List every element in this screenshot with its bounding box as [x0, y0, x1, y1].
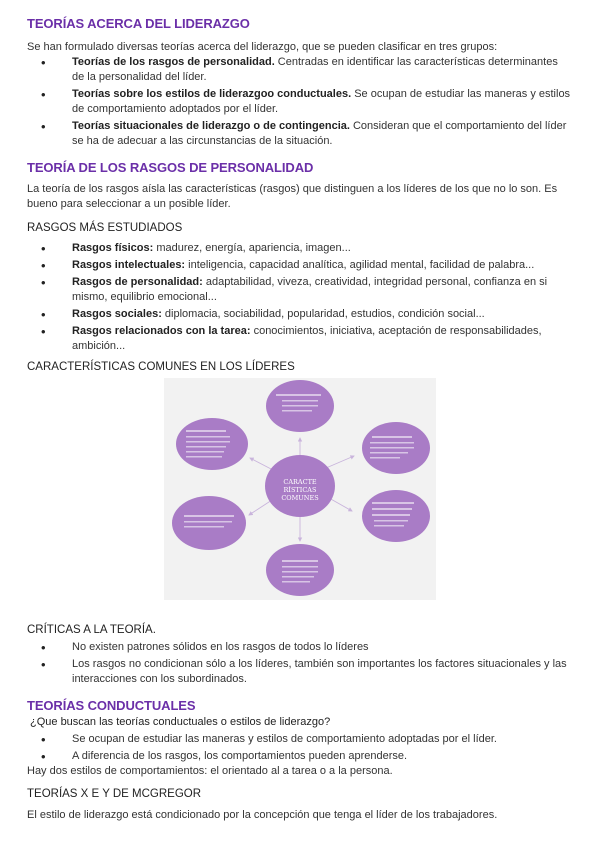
- illegible-text-line: [370, 447, 414, 449]
- section-title-teorias: TEORÍAS ACERCA DEL LIDERAZGO: [27, 16, 250, 31]
- list-item-text: adaptabilidad, viveza, creatividad, integridad personal, confianza en si mismo, equilibrio emocional...: [72, 276, 548, 303]
- list-item: • No existen patrones sólidos en los rasgos de todos lo líderes: [27, 640, 572, 655]
- illegible-text-line: [370, 442, 414, 444]
- question-text: ¿Que buscan las teorías conductuales o estilos de liderazgo?: [30, 716, 331, 728]
- list-item-text: Centradas en identificar las características determinantes de la personalidad del líder.: [72, 56, 558, 83]
- list-item: • Se ocupan de estudiar las maneras y estilos de comportamiento adoptadas por el líder.: [27, 732, 572, 747]
- illegible-text-line: [184, 515, 234, 517]
- mcgregor-paragraph: El estilo de liderazgo está condicionado por la concepción que tenga el líder de los trabajadores.: [27, 809, 498, 821]
- section-title-mcgregor: TEORÍAS X E Y DE MCGREGOR: [27, 788, 202, 800]
- illegible-text-line: [282, 410, 312, 412]
- illegible-text-line: [184, 521, 232, 523]
- illegible-text-line: [282, 405, 318, 407]
- illegible-text-line: [282, 571, 318, 573]
- center-label: CARACTE RÍSTICAS COMUNES: [281, 478, 319, 502]
- list-item: [27, 55, 572, 85]
- illegible-text-line: [370, 452, 408, 454]
- illegible-text-line: [276, 394, 321, 396]
- illegible-text-line: [282, 576, 314, 578]
- illegible-text-line: [282, 566, 318, 568]
- list-item: • A diferencia de los rasgos, los comportamientos pueden aprenderse.: [27, 749, 572, 764]
- rasgos-paragraph: La teoría de los rasgos aísla las características (rasgos) que distinguen a los líderes de los que no lo son. Es bueno para seleccionar a un posible líder.: [27, 183, 558, 210]
- list-item: • Los rasgos no condicionan sólo a los líderes, también son importantes los factores situacionales y las interacciones con los subordinados.: [27, 657, 572, 687]
- list-item-bold: Teorías situacionales de liderazgo o de contingencia.: [72, 120, 350, 132]
- illegible-text-line: [186, 451, 224, 453]
- illegible-text-line: [186, 441, 230, 443]
- illegible-text-line: [282, 560, 318, 562]
- list-item: [27, 275, 572, 305]
- list-item-bold: Rasgos físicos:: [72, 242, 154, 254]
- list-item-text: madurez, energía, apariencia, imagen...: [153, 242, 351, 254]
- list-item: [27, 87, 572, 117]
- leader-traits-diagram: [164, 378, 436, 600]
- subheading-rasgos-estudiados: RASGOS MÁS ESTUDIADOS: [27, 222, 183, 234]
- trait-node-lower-left: [172, 496, 246, 550]
- theory-groups-list: [27, 55, 572, 151]
- list-item: [27, 324, 572, 354]
- trait-node-bottom: [266, 544, 334, 596]
- list-item-bold: Teorías sobre los estilos de liderazgoo conductuales.: [72, 88, 352, 100]
- list-item-bold: Rasgos de personalidad:: [72, 276, 203, 288]
- styles-note: Hay dos estilos de comportamientos: el orientado al a tarea o a la persona.: [27, 765, 393, 777]
- list-item-text: conocimientos, iniciativa, aceptación de responsabilidades, ambición...: [72, 325, 542, 352]
- criticas-list: [27, 640, 572, 689]
- illegible-text-line: [372, 508, 412, 510]
- list-item: [27, 258, 572, 273]
- illegible-text-line: [186, 446, 226, 448]
- list-item-text: diplomacia, sociabilidad, popularidad, estudios, condición social...: [161, 308, 485, 320]
- list-item-bold: Rasgos intelectuales:: [72, 259, 186, 271]
- illegible-text-line: [370, 457, 400, 459]
- illegible-text-line: [374, 525, 404, 527]
- list-item-text: Consideran que el comportamiento del líder se ha de adecuar a las circunstancias de la situación.: [72, 120, 567, 147]
- list-item-bold: Rasgos relacionados con la tarea:: [72, 325, 251, 337]
- illegible-text-line: [282, 400, 318, 402]
- illegible-text-line: [372, 436, 412, 438]
- list-item-text: Se ocupan de estudiar las maneras y estilos de comportamiento adoptados por el líder.: [72, 88, 571, 115]
- conductuales-list: [27, 732, 572, 766]
- section-title-criticas: CRÍTICAS A LA TEORÍA.: [27, 624, 156, 636]
- illegible-text-line: [186, 436, 230, 438]
- illegible-text-line: [282, 581, 310, 583]
- illegible-text-line: [186, 430, 226, 432]
- section-title-conductuales: TEORÍAS CONDUCTUALES: [27, 698, 196, 713]
- illegible-text-line: [374, 520, 408, 522]
- list-item-bold: Rasgos sociales:: [72, 308, 162, 320]
- list-item: [27, 241, 572, 256]
- list-item: [27, 307, 572, 322]
- section-title-rasgos: TEORÍA DE LOS RASGOS DE PERSONALIDAD: [27, 160, 314, 175]
- rasgos-list: [27, 241, 572, 356]
- list-item: [27, 119, 572, 149]
- illegible-text-line: [372, 502, 414, 504]
- subheading-caracteristicas: CARACTERÍSTICAS COMUNES EN LOS LÍDERES: [27, 361, 295, 373]
- list-item-bold: Teorías de los rasgos de personalidad.: [72, 56, 275, 68]
- trait-node-upper-left: [176, 418, 248, 470]
- illegible-text-line: [186, 456, 222, 458]
- illegible-text-line: [184, 526, 224, 528]
- list-item-text: inteligencia, capacidad analítica, agilidad mental, facilidad de palabra...: [185, 259, 535, 271]
- intro-paragraph: Se han formulado diversas teorías acerca del liderazgo, que se pueden clasificar en tres grupos:: [27, 41, 498, 53]
- illegible-text-line: [372, 514, 410, 516]
